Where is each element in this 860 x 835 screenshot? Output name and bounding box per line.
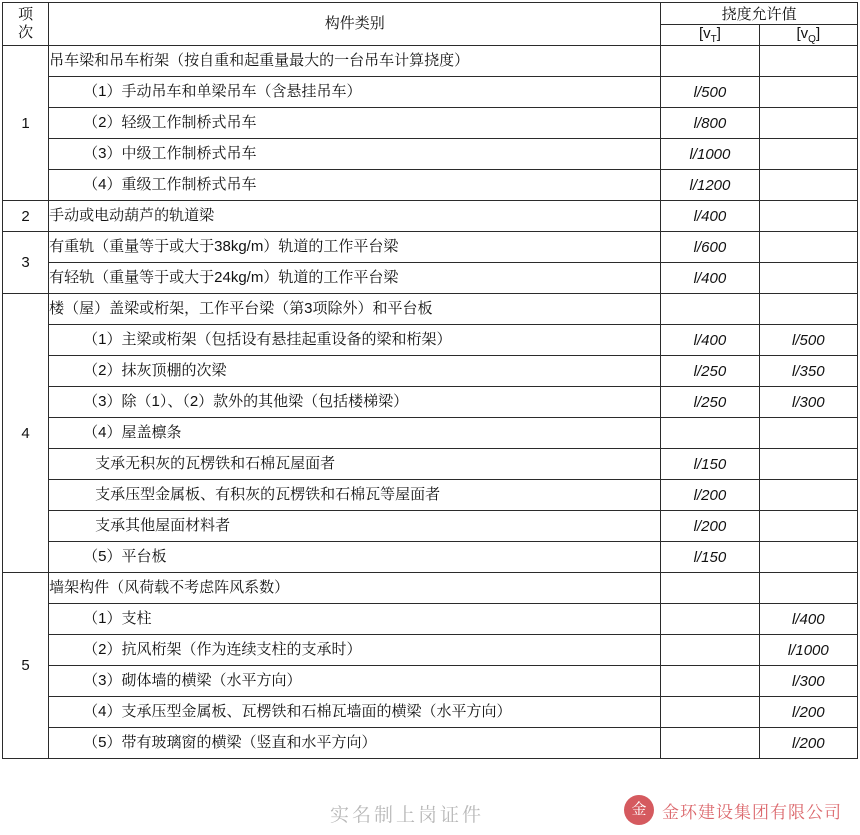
- vq-value-cell: [759, 232, 857, 263]
- category-cell: （4）屋盖檩条: [49, 418, 661, 449]
- vt-value-cell: [661, 418, 759, 449]
- vt-value-cell: [661, 294, 759, 325]
- vq-value-cell: l/1000: [759, 635, 857, 666]
- vt-value-cell: [661, 46, 759, 77]
- category-cell: （2）抗风桁架（作为连续支柱的支承时）: [49, 635, 661, 666]
- vq-value-cell: l/300: [759, 387, 857, 418]
- category-cell: （1）手动吊车和单梁吊车（含悬挂吊车）: [49, 77, 661, 108]
- vq-value-cell: [759, 108, 857, 139]
- vq-value-cell: [759, 77, 857, 108]
- vt-value-cell: l/200: [661, 511, 759, 542]
- vt-value-cell: l/600: [661, 232, 759, 263]
- vq-value-cell: [759, 542, 857, 573]
- table-row: [3, 263, 858, 294]
- table-row: [3, 418, 858, 449]
- table-body: [3, 46, 858, 759]
- table-row: [3, 449, 858, 480]
- table-row: [3, 604, 858, 635]
- table-row: [3, 511, 858, 542]
- category-cell: （3）中级工作制桥式吊车: [49, 139, 661, 170]
- table-row: [3, 635, 858, 666]
- vt-value-cell: l/250: [661, 387, 759, 418]
- header-vq: $[v_Q]$: [759, 25, 857, 46]
- vq-value-cell: [759, 46, 857, 77]
- category-cell: 墙架构件（风荷载不考虑阵风系数）: [49, 573, 661, 604]
- category-cell: （3）除（1）、（2）款外的其他梁（包括楼梯梁）: [49, 387, 661, 418]
- category-cell: 有轻轨（重量等于或大于24kg/m）轨道的工作平台梁: [49, 263, 661, 294]
- row-index-cell: 1: [3, 46, 49, 201]
- company-logo-icon: 金: [624, 795, 654, 825]
- vq-value-cell: l/200: [759, 697, 857, 728]
- table-row: [3, 697, 858, 728]
- vq-value-cell: l/300: [759, 666, 857, 697]
- vt-value-cell: [661, 573, 759, 604]
- vt-value-cell: l/150: [661, 449, 759, 480]
- category-cell: （5）带有玻璃窗的横梁（竖直和水平方向）: [49, 728, 661, 759]
- table-header-row-1: [3, 3, 858, 25]
- table-header: [3, 3, 858, 46]
- category-cell: 支承压型金属板、有积灰的瓦楞铁和石棉瓦等屋面者: [49, 480, 661, 511]
- table-row: [3, 108, 858, 139]
- table-row: [3, 170, 858, 201]
- table-row: [3, 666, 858, 697]
- vt-value-cell: l/150: [661, 542, 759, 573]
- header-vt: $[v_T]$: [661, 25, 759, 46]
- table-row: [3, 728, 858, 759]
- category-cell: （2）抹灰顶棚的次梁: [49, 356, 661, 387]
- category-cell: （5）平台板: [49, 542, 661, 573]
- row-index-cell: 4: [3, 294, 49, 573]
- table-row: [3, 77, 858, 108]
- category-cell: （1）支柱: [49, 604, 661, 635]
- vt-value-cell: l/250: [661, 356, 759, 387]
- category-cell: 支承无积灰的瓦楞铁和石棉瓦屋面者: [49, 449, 661, 480]
- vt-value-cell: [661, 604, 759, 635]
- vt-value-cell: l/1000: [661, 139, 759, 170]
- row-index-cell: 3: [3, 232, 49, 294]
- vq-value-cell: [759, 480, 857, 511]
- table-row: [3, 201, 858, 232]
- vq-value-cell: l/500: [759, 325, 857, 356]
- category-cell: 楼（屋）盖梁或桁架，工作平台梁（第3项除外）和平台板: [49, 294, 661, 325]
- vq-value-cell: l/350: [759, 356, 857, 387]
- vt-value-cell: l/400: [661, 325, 759, 356]
- vt-value-cell: [661, 666, 759, 697]
- vt-value-cell: l/400: [661, 201, 759, 232]
- vq-value-cell: l/200: [759, 728, 857, 759]
- vq-value-cell: [759, 418, 857, 449]
- vt-value-cell: l/200: [661, 480, 759, 511]
- vt-value-cell: [661, 635, 759, 666]
- category-cell: （3）砌体墙的横梁（水平方向）: [49, 666, 661, 697]
- table-row: [3, 480, 858, 511]
- vt-value-cell: [661, 728, 759, 759]
- header-deflection-group: 挠度允许值: [661, 3, 858, 25]
- vq-value-cell: [759, 449, 857, 480]
- header-index: 项 次: [3, 3, 49, 46]
- vt-value-cell: l/800: [661, 108, 759, 139]
- vq-value-cell: [759, 294, 857, 325]
- vq-value-cell: [759, 573, 857, 604]
- vt-value-cell: l/1200: [661, 170, 759, 201]
- vq-value-cell: [759, 201, 857, 232]
- table-row: [3, 46, 858, 77]
- table-row: [3, 387, 858, 418]
- category-cell: （4）重级工作制桥式吊车: [49, 170, 661, 201]
- table-row: [3, 232, 858, 263]
- table-row: [3, 356, 858, 387]
- category-cell: （2）轻级工作制桥式吊车: [49, 108, 661, 139]
- category-cell: 有重轨（重量等于或大于38kg/m）轨道的工作平台梁: [49, 232, 661, 263]
- table-row: [3, 325, 858, 356]
- table-row: [3, 573, 858, 604]
- vq-value-cell: [759, 263, 857, 294]
- vt-value-cell: l/500: [661, 77, 759, 108]
- vt-value-cell: l/400: [661, 263, 759, 294]
- category-cell: 吊车梁和吊车桁架（按自重和起重量最大的一台吊车计算挠度）: [49, 46, 661, 77]
- deflection-limits-table: [2, 2, 858, 759]
- table-row: [3, 294, 858, 325]
- row-index-cell: 2: [3, 201, 49, 232]
- row-index-cell: 5: [3, 573, 49, 759]
- watermark: [624, 795, 842, 825]
- category-cell: （4）支承压型金属板、瓦楞铁和石棉瓦墙面的横梁（水平方向）: [49, 697, 661, 728]
- vq-value-cell: [759, 139, 857, 170]
- category-cell: （1）主梁或桁架（包括设有悬挂起重设备的梁和桁架）: [49, 325, 661, 356]
- category-cell: 支承其他屋面材料者: [49, 511, 661, 542]
- vq-value-cell: l/400: [759, 604, 857, 635]
- vt-value-cell: [661, 697, 759, 728]
- category-cell: 手动或电动葫芦的轨道梁: [49, 201, 661, 232]
- header-category: 构件类别: [49, 3, 661, 46]
- watermark-center-text: 实名制上岗证件: [330, 805, 485, 826]
- vq-value-cell: [759, 170, 857, 201]
- watermark-brand: 金环建设集团有限公司: [662, 802, 842, 822]
- table-row: [3, 139, 858, 170]
- table-row: [3, 542, 858, 573]
- vq-value-cell: [759, 511, 857, 542]
